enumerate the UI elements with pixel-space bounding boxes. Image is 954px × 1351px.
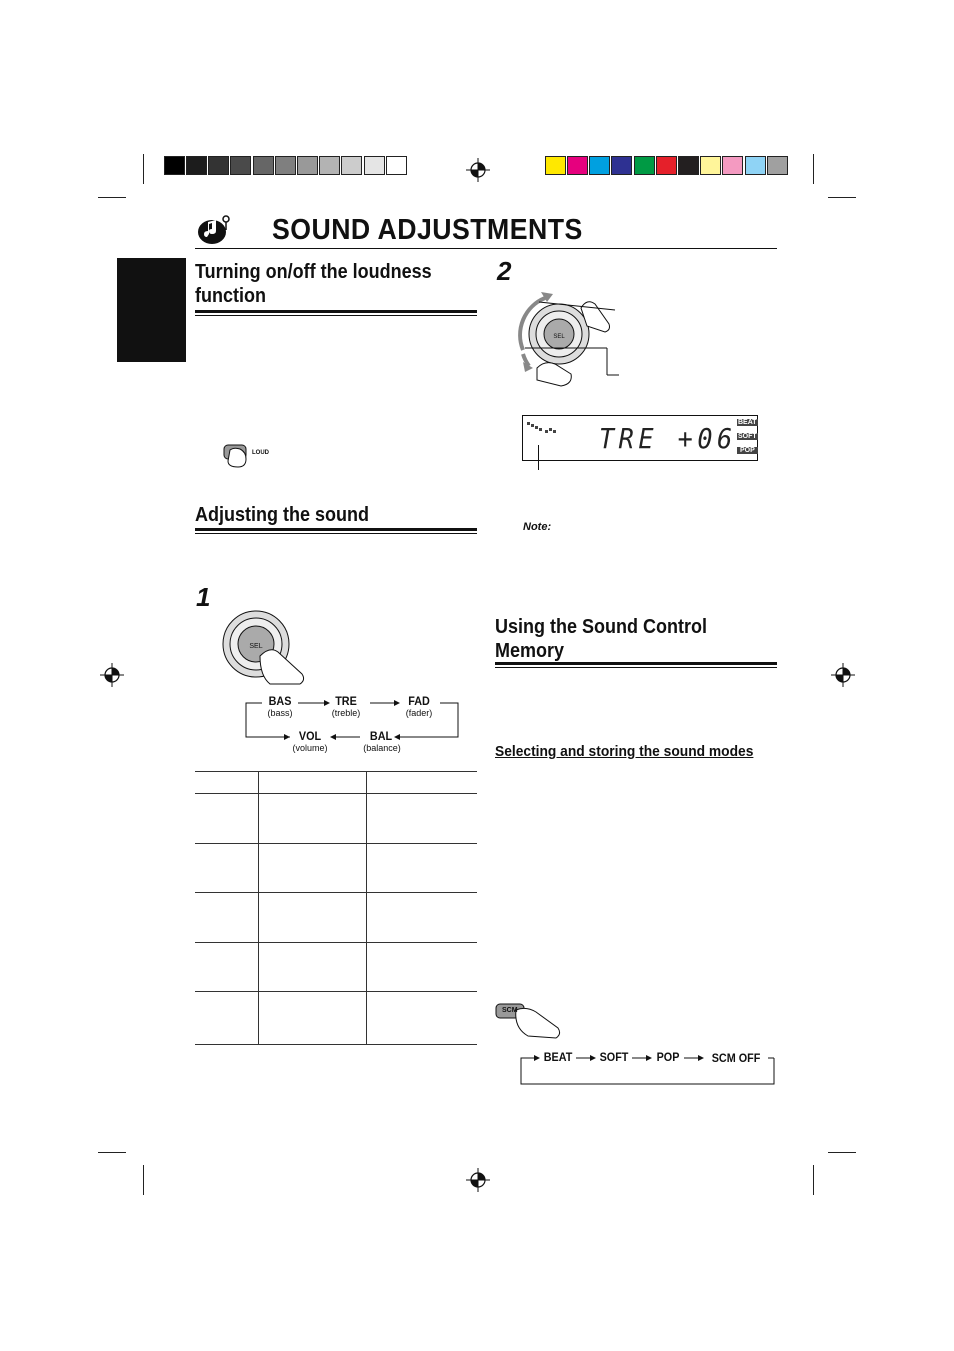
scm-button-icon: [494, 1000, 564, 1040]
step-number-2: 2: [497, 256, 512, 286]
sel-knob-icon: [220, 608, 310, 688]
svg-text:SEL: SEL: [553, 334, 565, 340]
registration-mark: [100, 663, 124, 687]
gray-swatch: [186, 156, 207, 175]
gray-swatch: [230, 156, 251, 175]
table-line: [195, 843, 477, 844]
flow-vol: VOL: [298, 729, 322, 743]
gray-swatch: [319, 156, 340, 175]
scm-flow-soft: SOFT: [599, 1050, 629, 1064]
flow-bal-sub: (balance): [363, 743, 401, 753]
crop-mark: [828, 197, 856, 198]
section-rule: [195, 528, 477, 531]
color-swatch: [656, 156, 677, 175]
flow-arrows: [240, 696, 464, 742]
table-line: [195, 991, 477, 992]
lcd-text: TRE +06: [599, 422, 737, 455]
table-line: [195, 771, 477, 772]
gray-swatch: [386, 156, 407, 175]
note-label: Note:: [523, 521, 552, 533]
crop-mark: [828, 1152, 856, 1153]
flow-fad: FAD: [408, 694, 430, 708]
adjust-table: [195, 771, 477, 1045]
title-rule: [195, 248, 777, 249]
table-line: [195, 942, 477, 943]
color-swatch: [722, 156, 743, 175]
color-swatch: [678, 156, 699, 175]
flow-fad-sub: (fader): [405, 708, 433, 718]
flow-vol-sub: (volume): [292, 743, 328, 753]
gray-swatch: [275, 156, 296, 175]
lcd-mode-pop: POP: [737, 447, 758, 454]
color-swatch: [634, 156, 655, 175]
page-title: SOUND ADJUSTMENTS: [272, 214, 583, 246]
section-rule: [195, 315, 477, 316]
scm-flow-arrows: [520, 1052, 778, 1086]
music-note-icon: [196, 210, 234, 246]
loudness-heading: Turning on/off the loudness function: [195, 261, 432, 307]
scm-heading: Using the Sound Control Memory: [495, 616, 707, 662]
table-divider: [366, 771, 367, 1045]
section-rule: [495, 667, 777, 668]
gray-swatch: [364, 156, 385, 175]
sel-knob-turn-icon: [515, 290, 625, 390]
crop-mark: [143, 154, 144, 184]
color-swatch: [589, 156, 610, 175]
color-swatch: [545, 156, 566, 175]
gray-swatch: [208, 156, 229, 175]
color-swatch: [745, 156, 766, 175]
crop-mark: [813, 154, 814, 184]
lcd-mode-soft: SOFT: [738, 433, 757, 440]
lcd-pointer-line: [538, 445, 539, 470]
section-rule: [195, 310, 477, 313]
crop-mark: [143, 1165, 144, 1195]
table-line: [195, 1044, 477, 1045]
table-line: [195, 793, 477, 794]
color-swatch: [767, 156, 788, 175]
registration-mark: [466, 1168, 490, 1192]
loud-button-label: LOUD: [252, 450, 269, 456]
gray-swatch: [341, 156, 362, 175]
scm-button-label: SCM: [502, 1007, 518, 1014]
flow-bal: BAL: [369, 729, 393, 743]
equalizer-icon: [525, 418, 561, 438]
section-rule: [495, 662, 777, 665]
lcd-mode-beat: BEAT: [738, 419, 757, 426]
scm-flow-pop: POP: [656, 1050, 680, 1064]
svg-text:SEL: SEL: [249, 643, 263, 650]
registration-mark: [466, 158, 490, 182]
section-rule: [195, 533, 477, 534]
color-swatch: [700, 156, 721, 175]
flow-bas: BAS: [268, 694, 292, 708]
crop-mark: [98, 1152, 126, 1153]
scm-flow-off: SCM OFF: [711, 1051, 761, 1065]
gray-swatch: [164, 156, 185, 175]
language-tab: [117, 258, 186, 362]
flow-tre-sub: (treble): [331, 708, 361, 718]
color-swatch: [567, 156, 588, 175]
crop-mark: [98, 197, 126, 198]
loud-button-icon: [220, 442, 252, 468]
scm-subheading: Selecting and storing the sound modes: [495, 743, 754, 760]
gray-swatch: [253, 156, 274, 175]
crop-mark: [813, 1165, 814, 1195]
lcd-display: [522, 415, 758, 461]
adjust-heading: Adjusting the sound: [195, 504, 369, 526]
flow-tre: TRE: [335, 694, 357, 708]
color-swatch: [611, 156, 632, 175]
registration-mark: [831, 663, 855, 687]
table-line: [195, 892, 477, 893]
gray-swatch: [297, 156, 318, 175]
step-number-1: 1: [196, 582, 211, 612]
table-divider: [258, 771, 259, 1045]
scm-flow-beat: BEAT: [543, 1050, 573, 1064]
flow-bas-sub: (bass): [267, 708, 293, 718]
